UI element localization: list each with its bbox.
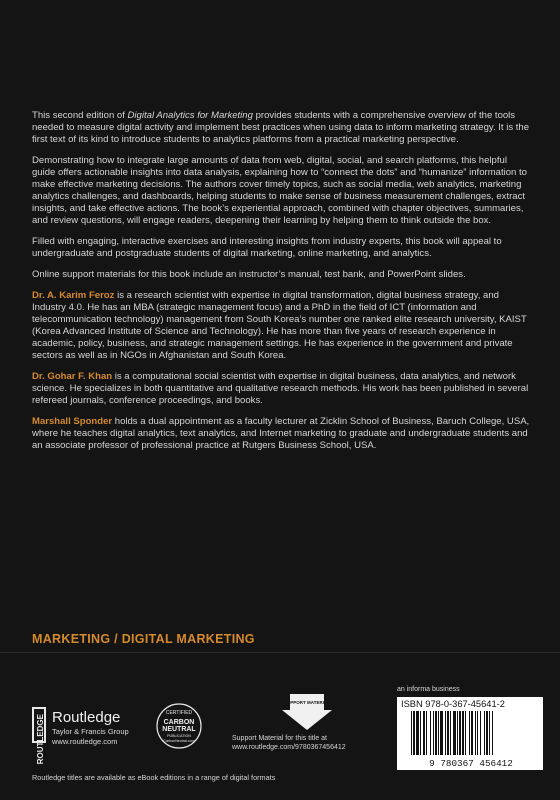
- author-name: Dr. Gohar F. Khan: [32, 371, 113, 382]
- carbon-neutral-seal-icon: [155, 702, 203, 750]
- description-paragraph-4: Online support materials for this book include an instructor’s manual, test bank, and PowerPoint slides.: [32, 269, 466, 280]
- support-material-text: Support Material for this title at www.routledge.com/9780367456412: [232, 735, 346, 751]
- svg-text:9 780367 456412: 9 780367 456412: [429, 758, 513, 768]
- description-paragraph-1: This second edition of Digital Analytics for Marketing provides students with a comprehensive overview of the tools needed to measure digital activity and implement best practices when using data to inform marketing strategy. It is the first text of its kind to introduce students to analytics platforms from a practical marketing perspective.: [32, 110, 530, 145]
- svg-text:PUBLICATION: PUBLICATION: [167, 734, 191, 738]
- back-cover-text: [32, 110, 532, 461]
- author-name: Marshall Sponder: [32, 416, 113, 427]
- divider: [0, 652, 560, 653]
- isbn-number: ISBN 978-0-367-45641-2: [401, 699, 505, 709]
- download-arrow-icon: [232, 692, 382, 732]
- routledge-r-icon: ROUTLEDGE: [32, 707, 46, 743]
- author-bio-1: Dr. A. Karim Feroz is a research scientist with expertise in digital transformation, digital business strategy, and Industry 4.0. He has an MBA (strategic management focus) and a PhD in the field of ICT (information and telecommunication technology) management from South Korea’s number one ranked elite research university, KAIST (Korea Advanced Institute of Science and Technology). He has more than five years of research experience in academic, policy, business, and strategic management settings. He has experience in the government and private sectors as well as in NGOs in Afghanistan and South Korea.: [32, 290, 527, 361]
- svg-text:CARBON: CARBON: [163, 719, 195, 726]
- book-title: Digital Analytics for Marketing: [127, 110, 253, 121]
- routledge-logo: [32, 705, 172, 765]
- subject-category: MARKETING / DIGITAL MARKETING: [32, 632, 255, 646]
- barcode-icon: [399, 711, 541, 768]
- support-material: [232, 692, 382, 762]
- publisher-url: www.routledge.com: [52, 737, 118, 746]
- publisher-name: Routledge: [52, 709, 121, 726]
- svg-text:NEUTRAL: NEUTRAL: [162, 726, 196, 733]
- ebook-footnote: Routledge titles are available as eBook editions in a range of digital formats: [32, 773, 276, 782]
- svg-text:CarbonNeutral.com: CarbonNeutral.com: [163, 739, 195, 743]
- svg-text:SUPPORT MATERIAL: SUPPORT MATERIAL: [284, 700, 330, 705]
- author-bio-2: Dr. Gohar F. Khan is a computational social scientist with expertise in digital business, data analytics, and network science. He specializes in both quantitative and qualitative research methods. His work has been published in several refereed journals, conference proceedings, and books.: [32, 371, 529, 406]
- publisher-group: Taylor & Francis Group: [52, 727, 129, 736]
- description-paragraph-2: Demonstrating how to integrate large amounts of data from web, digital, social, and search platforms, this helpful guide offers actionable insights into data analysis, explaining how to “connect the dots” and “humanize” information to make effective marketing decisions. The authors cover timely topics, such as social media, web analytics, marketing analytics challenges, and dashboards, helping students to make sense of business measurement challenges, extract insights, and take effective actions. The book’s experiential approach, combined with chapter objectives, summaries, and review questions, will engage readers, deepening their learning by helping them to think outside the box.: [32, 155, 527, 226]
- isbn-barcode: [397, 697, 543, 770]
- author-bio-3: Marshall Sponder holds a dual appointment as a faculty lecturer at Zicklin School of Business, Baruch College, USA, where he teaches digital analytics, text analytics, and Internet marketing to graduate and undergraduate students and an associate professor of professional practice at Rutgers Business School, USA.: [32, 416, 530, 451]
- description-paragraph-3: Filled with engaging, interactive exercises and interesting insights from industry experts, this book will appeal to undergraduate and postgraduate students of digital marketing, online marketing, and analytics.: [32, 236, 502, 259]
- author-name: Dr. A. Karim Feroz: [32, 290, 115, 301]
- informa-note: an informa business: [397, 686, 460, 693]
- svg-text:CERTIFIED: CERTIFIED: [165, 710, 193, 716]
